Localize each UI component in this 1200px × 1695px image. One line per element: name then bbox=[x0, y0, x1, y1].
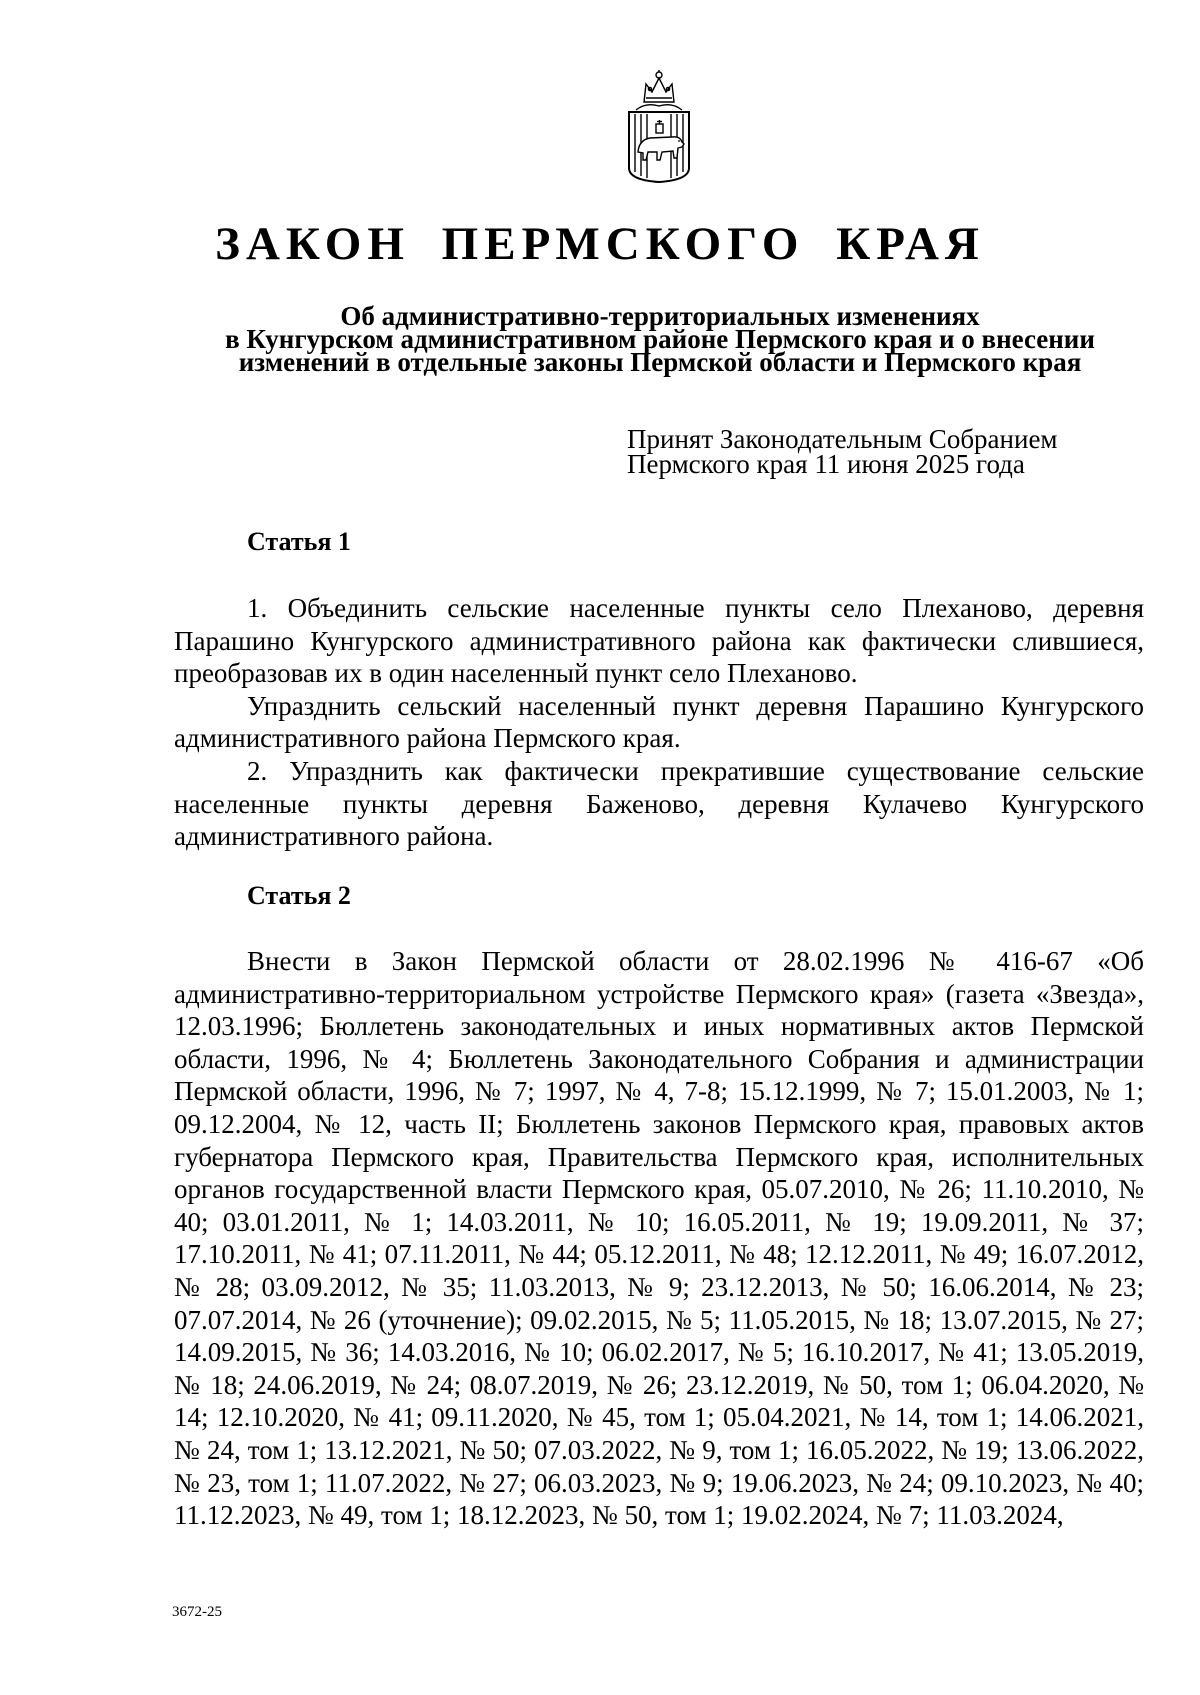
law-subtitle-line: Об административно-территориальных изменениях bbox=[340, 301, 980, 331]
law-subtitle bbox=[160, 301, 1160, 377]
adoption-line: Принят Законодательным Собранием bbox=[627, 424, 1058, 454]
law-subtitle-line: в Кунгурском административном районе Пермского края и о внесении bbox=[225, 324, 1095, 354]
article-2-body bbox=[174, 945, 1144, 1532]
law-title: ЗАКОН ПЕРМСКОГО КРАЯ bbox=[215, 218, 985, 270]
article-1-body bbox=[174, 592, 1144, 853]
bear-figure bbox=[638, 137, 684, 160]
article-1-paragraph: Упразднить сельский населенный пункт деревня Парашино Кунгурского административного района Пермского края. bbox=[174, 690, 1144, 754]
adoption-line: Пермского края 11 июня 2025 года bbox=[627, 449, 1025, 479]
law-subtitle-line: изменений в отдельные законы Пермской области и Пермского края bbox=[238, 347, 1082, 377]
article-1-paragraph: 1. Объединить сельские населенные пункты село Плеханово, деревня Парашино Кунгурского административного района как фактически слившиеся, преобразовав их в один населенный пункт село Плеханово. bbox=[174, 593, 1144, 689]
article-1-heading: Статья 1 bbox=[247, 527, 351, 556]
article-2-heading: Статья 2 bbox=[247, 881, 351, 910]
article-1-paragraph: 2. Упразднить как фактически прекратившие существование сельские населенные пункты деревня Баженово, деревня Кулачево Кунгурского административного района. bbox=[174, 755, 1144, 852]
article-2-paragraph: Внести в Закон Пермской области от 28.02.1996 № 416-67 «Об административно-территориальном устройстве Пермского края» (газета «Звезда», 12.03.1996; Бюллетень законодательных и иных нормативных актов Пермской области, 1996, № 4; Бюллетень Законодательного Собрания и администрации Пермской области, 1996, № 7; 1997, № 4, 7-8; 15.12.1999, № 7; 15.01.2003, № 1; 09.12.2004, № 12, часть II; Бюллетень законов Пермского края, правовых актов губернатора Пермского края, Правительства Пермского края, исполнительных органов государственной власти Пермского края, 05.07.2010, № 26; 11.10.2010, № 40; 03.01.2011, № 1; 14.03.2011, № 10; 16.05.2011, № 19; 19.09.2011, № 37; 17.10.2011, № 41; 07.11.2011, № 44; 05.12.2011, № 48; 12.12.2011, № 49; 16.07.2012, № 28; 03.09.2012, № 35; 11.03.2013, № 9; 23.12.2013, № 50; 16.06.2014, № 23; 07.07.2014, № 26 (уточнение); 09.02.2015, № 5; 11.05.2015, № 18; 13.07.2015, № 27; 14.09.2015, № 36; 14.03.2016, № 10; 06.02.2017, № 5; 16.10.2017, № 41; 13.05.2019, № 18; 24.06.2019, № 24; 08.07.2019, № 26; 23.12.2019, № 50, том 1; 06.04.2020, № 14; 12.10.2020, № 41; 09.11.2020, № 45, том 1; 05.04.2021, № 14, том 1; 14.06.2021, № 24, том 1; 13.12.2021, № 50; 07.03.2022, № 9, том 1; 16.05.2022, № 19; 13.06.2022, № 23, том 1; 11.07.2022, № 27; 06.03.2023, № 9; 19.06.2023, № 24; 09.10.2023, № 40; 11.12.2023, № 49, том 1; 18.12.2023, № 50, том 1; 19.02.2024, № 7; 11.03.2024, bbox=[174, 946, 1144, 1531]
adoption-note bbox=[627, 424, 1058, 479]
perm-krai-coat-of-arms-icon bbox=[624, 68, 694, 184]
document-registration-code: 3672-25 bbox=[172, 1604, 222, 1620]
